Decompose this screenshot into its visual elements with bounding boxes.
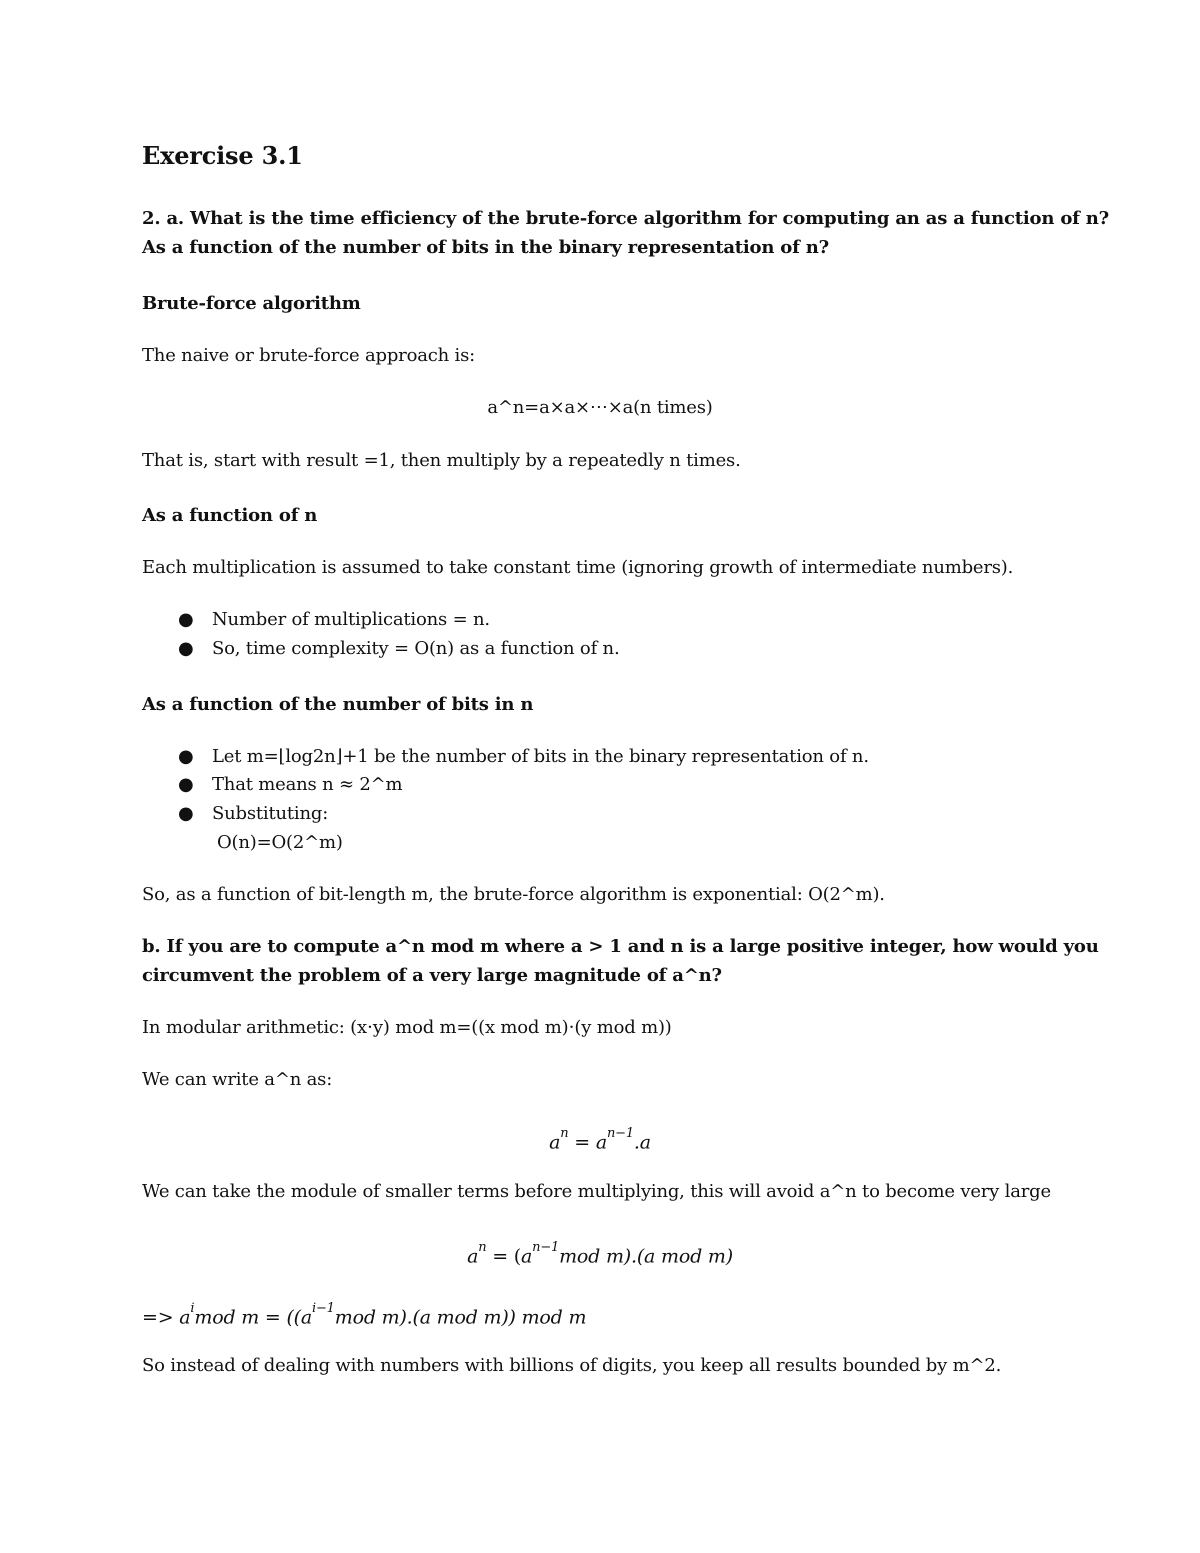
bullet-icon: ●	[178, 609, 194, 630]
paragraph-modular: In modular arithmetic: (x⋅y) mod m=((x mod m)⋅(y mod m))	[142, 1017, 672, 1038]
substitution-equation: O(n)=O(2^m)	[217, 832, 343, 853]
question-2a-line1: 2. a. What is the time efficiency of the brute-force algorithm for computing an as a function of n?	[142, 208, 1109, 229]
paragraph-each-multiplication: Each multiplication is assumed to take constant time (ignoring growth of intermediate numbers).	[142, 557, 1014, 578]
list-item: So, time complexity = O(n) as a function of n.	[212, 638, 620, 659]
bullet-icon: ●	[178, 638, 194, 659]
question-2a-line2: As a function of the number of bits in the binary representation of n?	[142, 237, 829, 258]
equation-recursive: $a^n = a^{n-1}.a$	[549, 1126, 651, 1154]
equation-naive: a^n=a×a×⋯×a(n times)	[487, 397, 713, 418]
paragraph-take-module: We can take the module of smaller terms before multiplying, this will avoid a^n to become very large	[142, 1181, 1051, 1202]
list-item: Number of multiplications = n.	[212, 609, 490, 630]
equation-modular-split: $a^n = (a^{n-1}mod$ m).(a mod m)	[467, 1240, 733, 1268]
bullet-icon: ●	[178, 803, 194, 824]
list-item: That means n ≈ 2^m	[212, 774, 403, 795]
list-item: Let m=⌊log2n⌋+1 be the number of bits in the binary representation of n.	[212, 746, 869, 767]
question-2b-line1: b. If you are to compute a^n mod m where a > 1 and n is a large positive integer, how would you	[142, 936, 1099, 957]
heading-function-of-n: As a function of n	[142, 505, 318, 526]
paragraph-naive: The naive or brute-force approach is:	[142, 345, 476, 366]
bullet-icon: ●	[178, 774, 194, 795]
paragraph-exponential: So, as a function of bit-length m, the brute-force algorithm is exponential: O(2^m).	[142, 884, 885, 905]
heading-brute-force: Brute-force algorithm	[142, 293, 361, 314]
bullet-icon: ●	[178, 746, 194, 767]
exercise-title: Exercise 3.1	[142, 141, 303, 170]
list-item: Substituting:	[212, 803, 329, 824]
paragraph-that-is: That is, start with result =1, then multiply by a repeatedly n times.	[142, 450, 741, 471]
paragraph-write: We can write a^n as:	[142, 1069, 333, 1090]
paragraph-final: So instead of dealing with numbers with billions of digits, you keep all results bounded by m^2.	[142, 1355, 1002, 1376]
question-2b-line2: circumvent the problem of a very large magnitude of a^n?	[142, 965, 722, 986]
equation-iterative: => $a^imod$ $m = ((a^{i-1}mod$ m).(a mod m)) mod m	[142, 1301, 587, 1329]
heading-function-of-bits: As a function of the number of bits in n	[142, 694, 534, 715]
